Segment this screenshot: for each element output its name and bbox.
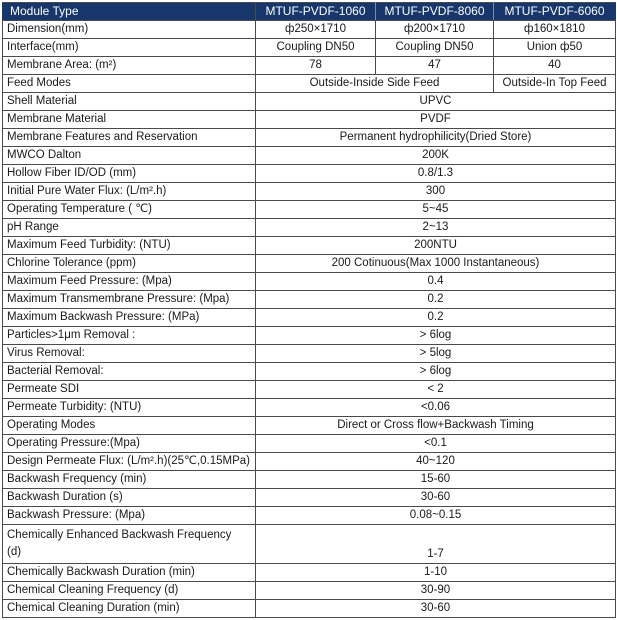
- table-row: [3, 237, 616, 255]
- row-value: PVDF: [256, 111, 616, 129]
- table-row: [3, 435, 616, 453]
- row-label: Chlorine Tolerance (ppm): [3, 255, 256, 273]
- row-label: Feed Modes: [3, 75, 256, 93]
- row-value: Union ф50: [494, 39, 616, 57]
- row-value: 0.08~0.15: [256, 507, 616, 525]
- table-row: [3, 93, 616, 111]
- row-value: 0.2: [256, 291, 616, 309]
- table-row: [3, 75, 616, 93]
- row-label: Maximum Transmembrane Pressure: (Mpa): [3, 291, 256, 309]
- row-value: Coupling DN50: [256, 39, 376, 57]
- table-row: [3, 363, 616, 381]
- row-value: 2~13: [256, 219, 616, 237]
- row-value: < 2: [256, 381, 616, 399]
- header-module-type: Module Type: [3, 3, 256, 21]
- table-header-row: [3, 3, 616, 21]
- row-label: Shell Material: [3, 93, 256, 111]
- row-value: 40~120: [256, 453, 616, 471]
- row-value: Outside-In Top Feed: [494, 75, 616, 93]
- table-row: [3, 582, 616, 600]
- row-value: Outside-Inside Side Feed: [256, 75, 494, 93]
- row-label: Operating Pressure:(Mpa): [3, 435, 256, 453]
- row-value: 0.8/1.3: [256, 165, 616, 183]
- table-row: [3, 525, 616, 564]
- row-label: Operating Temperature ( ℃): [3, 201, 256, 219]
- row-value: ф200×1710: [376, 21, 494, 39]
- row-value: > 6log: [256, 327, 616, 345]
- row-value: 40: [494, 57, 616, 75]
- table-row: [3, 39, 616, 57]
- table-row: [3, 453, 616, 471]
- row-label: Membrane Material: [3, 111, 256, 129]
- row-value: Coupling DN50: [376, 39, 494, 57]
- row-value: 78: [256, 57, 376, 75]
- table-row: [3, 381, 616, 399]
- row-label: Hollow Fiber ID/OD (mm): [3, 165, 256, 183]
- row-value: 200K: [256, 147, 616, 165]
- row-value: 15-60: [256, 471, 616, 489]
- row-label: Backwash Pressure: (Mpa): [3, 507, 256, 525]
- row-label: MWCO Dalton: [3, 147, 256, 165]
- table-row: [3, 291, 616, 309]
- table-row: [3, 57, 616, 75]
- table-row: [3, 165, 616, 183]
- row-label: Maximum Feed Pressure: (Mpa): [3, 273, 256, 291]
- row-value: UPVC: [256, 93, 616, 111]
- row-label: Chemical Cleaning Duration (min): [3, 600, 256, 618]
- row-value: 47: [376, 57, 494, 75]
- row-label: Backwash Duration (s): [3, 489, 256, 507]
- row-label: Bacterial Removal:: [3, 363, 256, 381]
- row-label: Dimension(mm): [3, 21, 256, 39]
- row-label: Interface(mm): [3, 39, 256, 57]
- row-label: Chemically Backwash Duration (min): [3, 564, 256, 582]
- table-row: [3, 201, 616, 219]
- table-row: [3, 183, 616, 201]
- row-label: Backwash Frequency (min): [3, 471, 256, 489]
- row-value: > 5log: [256, 345, 616, 363]
- row-label: pH Range: [3, 219, 256, 237]
- row-label: Initial Pure Water Flux: (L/m².h): [3, 183, 256, 201]
- row-label: Operating Modes: [3, 417, 256, 435]
- row-label: Membrane Features and Reservation: [3, 129, 256, 147]
- row-label: Maximum Backwash Pressure: (MPa): [3, 309, 256, 327]
- table-row: [3, 255, 616, 273]
- row-value: <0.1: [256, 435, 616, 453]
- table-row: [3, 273, 616, 291]
- row-value: 0.4: [256, 273, 616, 291]
- row-label: Chemically Enhanced Backwash Frequency (d): [3, 525, 256, 564]
- row-value: 300: [256, 183, 616, 201]
- row-label: Design Permeate Flux: (L/m².h)(25℃,0.15MPa): [3, 453, 256, 471]
- table-row: [3, 309, 616, 327]
- table-row: [3, 327, 616, 345]
- row-value: 5~45: [256, 201, 616, 219]
- row-value: ф250×1710: [256, 21, 376, 39]
- row-value: 0.2: [256, 309, 616, 327]
- table-row: [3, 147, 616, 165]
- header-model-mtuf-pvdf-6060: MTUF-PVDF-6060: [494, 3, 616, 21]
- spec-table-body: [3, 21, 616, 618]
- table-row: [3, 111, 616, 129]
- header-model-mtuf-pvdf-8060: MTUF-PVDF-8060: [376, 3, 494, 21]
- table-row: [3, 507, 616, 525]
- table-row: [3, 564, 616, 582]
- table-row: [3, 21, 616, 39]
- row-value: 200 Cotinuous(Max 1000 Instantaneous): [256, 255, 616, 273]
- row-value: Direct or Cross flow+Backwash Timing: [256, 417, 616, 435]
- row-value: <0.06: [256, 399, 616, 417]
- row-value: 200NTU: [256, 237, 616, 255]
- row-value: Permanent hydrophilicity(Dried Store): [256, 129, 616, 147]
- row-label: Membrane Area: (m²): [3, 57, 256, 75]
- row-label: Permeate Turbidity: (NTU): [3, 399, 256, 417]
- table-row: [3, 345, 616, 363]
- spec-table: [2, 2, 616, 618]
- table-row: [3, 417, 616, 435]
- row-value: > 6log: [256, 363, 616, 381]
- row-label: Permeate SDI: [3, 381, 256, 399]
- row-label: Maximum Feed Turbidity: (NTU): [3, 237, 256, 255]
- row-value: 30-90: [256, 582, 616, 600]
- table-row: [3, 219, 616, 237]
- row-value: 1-7: [256, 525, 616, 564]
- row-label: Particles>1μm Removal :: [3, 327, 256, 345]
- row-value: ф160×1810: [494, 21, 616, 39]
- row-value: 30-60: [256, 489, 616, 507]
- table-row: [3, 600, 616, 618]
- header-model-mtuf-pvdf-1060: MTUF-PVDF-1060: [256, 3, 376, 21]
- table-row: [3, 489, 616, 507]
- table-row: [3, 129, 616, 147]
- row-label: Virus Removal:: [3, 345, 256, 363]
- row-value: 30-60: [256, 600, 616, 618]
- table-row: [3, 471, 616, 489]
- row-value: 1-10: [256, 564, 616, 582]
- table-row: [3, 399, 616, 417]
- row-label: Chemical Cleaning Frequency (d): [3, 582, 256, 600]
